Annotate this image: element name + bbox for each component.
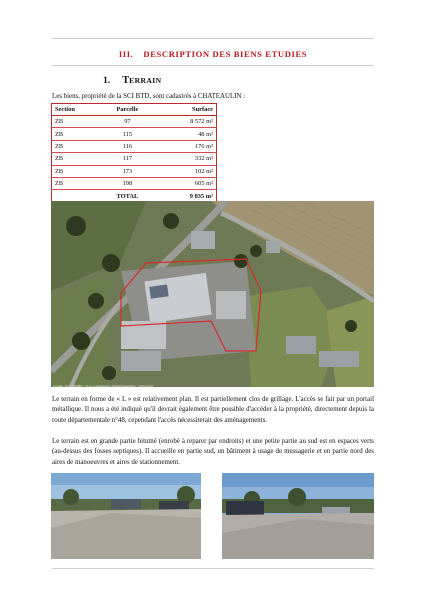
table-row <box>52 140 217 152</box>
table-header-row <box>52 104 217 116</box>
cell-surface: 8 572 m² <box>157 116 216 128</box>
cell-parcelle: 198 <box>98 177 157 189</box>
cell-section: ZB <box>52 165 98 177</box>
cell-parcelle: 116 <box>98 140 157 152</box>
cell-parcelle: 97 <box>98 116 157 128</box>
cell-parcelle: 115 <box>98 128 157 140</box>
cell-surface: 48 m² <box>157 128 216 140</box>
cell-section: ZB <box>52 128 98 140</box>
cell-surface: 332 m² <box>157 153 216 165</box>
section-rule <box>52 65 374 66</box>
aerial-photo <box>51 201 374 387</box>
header-surface: Surface <box>157 104 216 116</box>
table-row <box>52 177 217 189</box>
cell-section: ZB <box>52 116 98 128</box>
table-row <box>52 165 217 177</box>
aerial-caption: Crédits : IGN/MNHN, ©Les contributeurs d'OpenStreetMap, ©IGN 2018 <box>53 384 154 388</box>
total-value: 9 835 m² <box>189 192 213 200</box>
cell-surface: 102 m² <box>157 165 216 177</box>
cell-parcelle: 117 <box>98 153 157 165</box>
cell-surface: 176 m² <box>157 140 216 152</box>
cell-parcelle: 173 <box>98 165 157 177</box>
intro-text: Les biens, propriété de la SCI BTD, sont cadastrés à CHATEAULIN : <box>52 93 246 100</box>
cell-section: ZB <box>52 140 98 152</box>
cell-section: ZB <box>52 153 98 165</box>
site-photo-right <box>222 473 374 559</box>
parcel-table <box>51 103 217 203</box>
table-row <box>52 116 217 128</box>
total-label: TOTAL <box>116 192 139 200</box>
section-title: III. DESCRIPTION DES BIENS ETUDIES <box>118 49 308 59</box>
header-parcelle: Parcelle <box>98 104 157 116</box>
paragraph-terrain-surface: Le terrain est en grande partie bitumé (enrobé à reparer par endroits) et une petite partie au sud est en espaces verts (au-dessus des fosses septiques). Il accueille en partie sud, un bâtiment à usage de messagerie et en partie nord des aires de manoeuvres et aires de stationnement. <box>52 438 374 466</box>
subsection-title: 1. TERRAIN <box>103 75 162 86</box>
table-row <box>52 153 217 165</box>
cell-section: ZB <box>52 177 98 189</box>
bottom-rule <box>52 568 374 569</box>
cell-surface: 605 m² <box>157 177 216 189</box>
header-section: Section <box>52 104 98 116</box>
paragraph-terrain-shape: Le terrain en forme de « L » est relativement plan. Il est partiellement clos de grillage. L'accès se fait par un portail métallique. Il nous a été indiqué qu'il devrait également être possible d'accéder à la propriété, directement depuis la route départementale n°48, cependant l'accès nécessiterait des aménagements. <box>52 396 374 424</box>
table-row <box>52 128 217 140</box>
top-rule <box>52 38 374 39</box>
site-photo-left <box>51 473 201 559</box>
